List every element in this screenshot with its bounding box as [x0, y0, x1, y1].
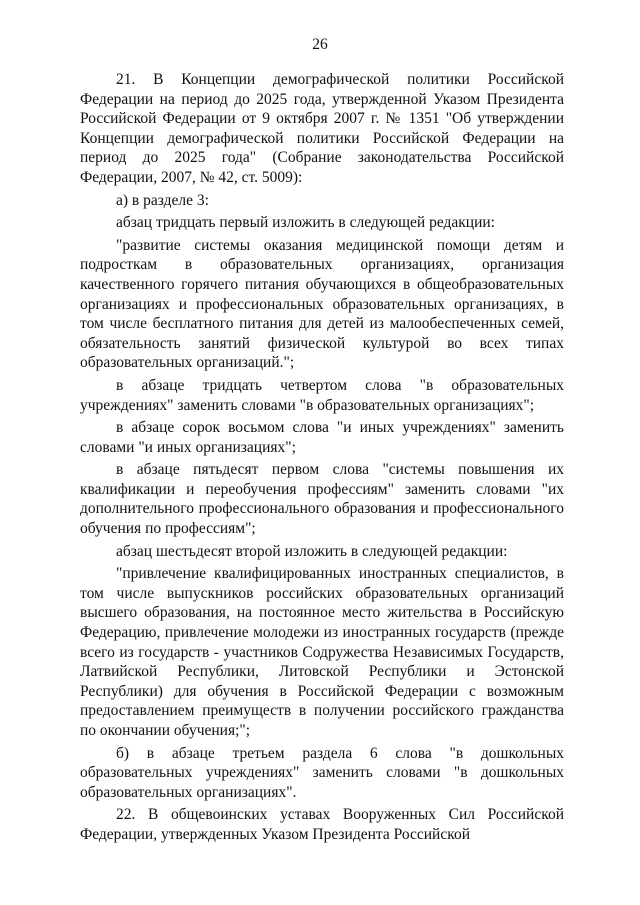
- quoted-text: "привлечение квалифицированных иностранных специалистов, в том числе выпускников российских образовательных организаций высшего образования, на постоянное место жительства в Российскую Федерацию, привлечение молодежи из иностранных государств (прежде всего из государств - участников Содружества Независимых Государств, Латвийской Республики, Литовской Республики и Эстонской Республики) для обучения в Российской Федерации с возможным предоставлением преимуществ в получении российского гражданства по окончании обучения;";: [80, 565, 564, 739]
- document-body: [80, 70, 564, 845]
- paragraph-instruction: абзац тридцать первый изложить в следующей редакции:: [116, 214, 495, 232]
- subitem-a: а) в разделе 3:: [116, 191, 209, 209]
- paragraph-item-22: 22. В общевоинских уставах Вооруженных Сил Российской Федерации, утвержденных Указом Президента Российской: [80, 806, 564, 843]
- paragraph-item-21-intro: 21. В Концепции демографической политики Российской Федерации на период до 2025 года, утвержденной Указом Президента Российской Федерации от 9 октября 2007 г. № 1351 "Об утверждении Концепции демографической политики Российской Федерации на период до 2025 года" (Собрание законодательства Российской Федерации, 2007, № 42, ст. 5009):: [80, 71, 564, 186]
- paragraph-amendment: в абзаце пятьдесят первом слова "системы повышения их квалификации и переобучения профессиям" заменить словами "их дополнительного профессионального образования и профессионального обучения по профессиям";: [80, 461, 564, 538]
- quoted-text: "развитие системы оказания медицинской помощи детям и подросткам в образовательных организациях, организация качественного горячего питания обучающихся в общеобразовательных организациях и профессиональных образовательных организациях, в том числе бесплатного питания для детей из малообеспеченных семей, обязательность занятий физической культурой во всех типах образовательных организаций.";: [80, 236, 564, 372]
- subitem-b: б) в абзаце третьем раздела 6 слова "в дошкольных образовательных учреждениях" заменить словами "в дошкольных образовательных организациях".: [80, 744, 564, 801]
- paragraph-amendment: в абзаце сорок восьмом слова "и иных учреждениях" заменить словами "и иных организациях";: [80, 419, 564, 456]
- paragraph-instruction: абзац шестьдесят второй изложить в следующей редакции:: [116, 542, 508, 560]
- paragraph-amendment: в абзаце тридцать четвертом слова "в образовательных учреждениях" заменить словами "в образовательных организациях";: [80, 376, 564, 414]
- page-number: 26: [312, 36, 328, 53]
